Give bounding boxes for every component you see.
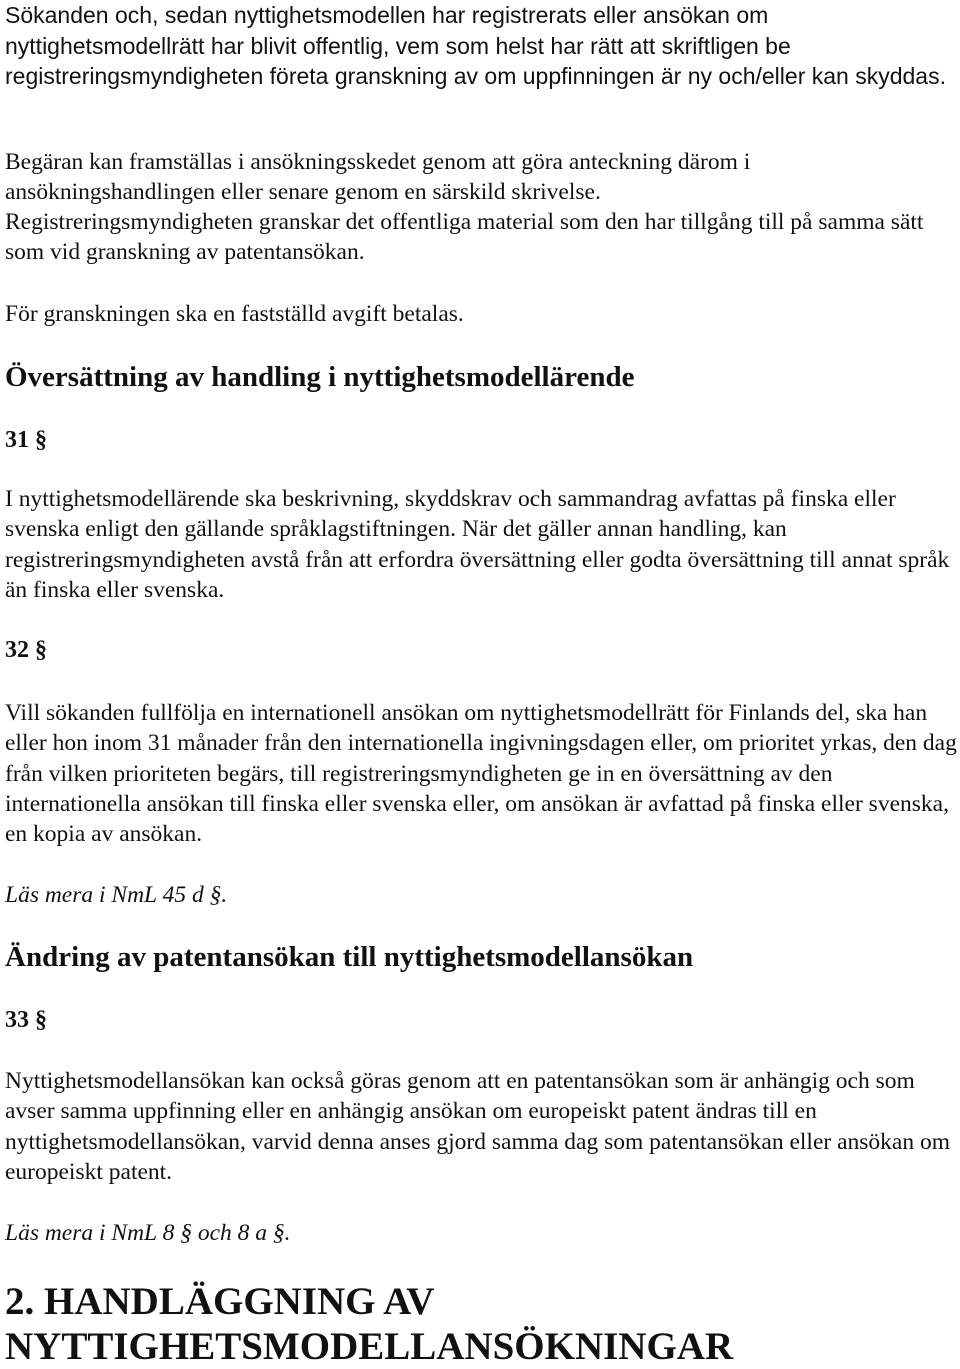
chapter-title-line-2: NYTTIGHETSMODELLANSÖKNINGAR — [5, 1325, 734, 1368]
chapter-title — [5, 1279, 957, 1369]
section-number-33: 33 § — [5, 1007, 47, 1033]
section-number-32: 32 § — [5, 637, 47, 663]
paragraph-examination-request: Sökanden och, sedan nyttighetsmodellen har registrerats eller ansökan om nyttighetsmodellrätt har blivit offentlig, vem som helst har rätt att skriftligen be registreringsmyndigheten företa granskning av om uppfinningen är ny och/eller kan skyddas. — [5, 2, 946, 89]
paragraph-request-timing: Begäran kan framställas i ansökningsskedet genom att göra anteckning därom i ansökningshandlingen eller senare genom en särskild skrivelse. — [5, 149, 751, 206]
section-31-text: I nyttighetsmodellärende ska beskrivning, skyddskrav och sammandrag avfattas på finska eller svenska enligt den gällande språklagstiftningen. När det gäller annan handling, kan registreringsmyndigheten avstå från att erfordra översättning eller godta översättning till annat språk än finska eller svenska. — [5, 486, 950, 603]
heading-translation: Översättning av handling i nyttighetsmodellärende — [5, 361, 635, 393]
section-number-31: 31 § — [5, 427, 47, 453]
heading-conversion: Ändring av patentansökan till nyttighetsmodellansökan — [5, 941, 694, 973]
section-33-reference: Läs mera i NmL 8 § och 8 a §. — [5, 1220, 291, 1246]
paragraph-fee: För granskningen ska en fastställd avgift betalas. — [5, 301, 464, 327]
section-32-reference: Läs mera i NmL 45 d §. — [5, 882, 228, 908]
section-33-text: Nyttighetsmodellansökan kan också göras genom att en patentansökan som är anhängig och som avser samma uppfinning eller en anhängig ansökan om europeiskt patent ändras till en nyttighetsmodellansökan, varvid denna anses gjord samma dag som patentansökan eller ansökan om europeiskt patent. — [5, 1068, 950, 1185]
paragraph-examination-scope: Registreringsmyndigheten granskar det offentliga material som den har tillgång till på samma sätt som vid granskning av patentansökan. — [5, 209, 924, 266]
section-32-text: Vill sökanden fullfölja en internationell ansökan om nyttighetsmodellrätt för Finlands del, ska han eller hon inom 31 månader från den internationella ingivningsdagen eller, om prioritet yrkas, den dag från vilken prioriteten begärs, till registreringsmyndigheten ge in en översättning av den internationella ansökan till finska eller svenska eller, om ansökan är avfattad på finska eller svenska, en kopia av ansökan. — [5, 700, 957, 848]
chapter-title-line-1: 2. HANDLÄGGNING AV — [5, 1280, 435, 1323]
